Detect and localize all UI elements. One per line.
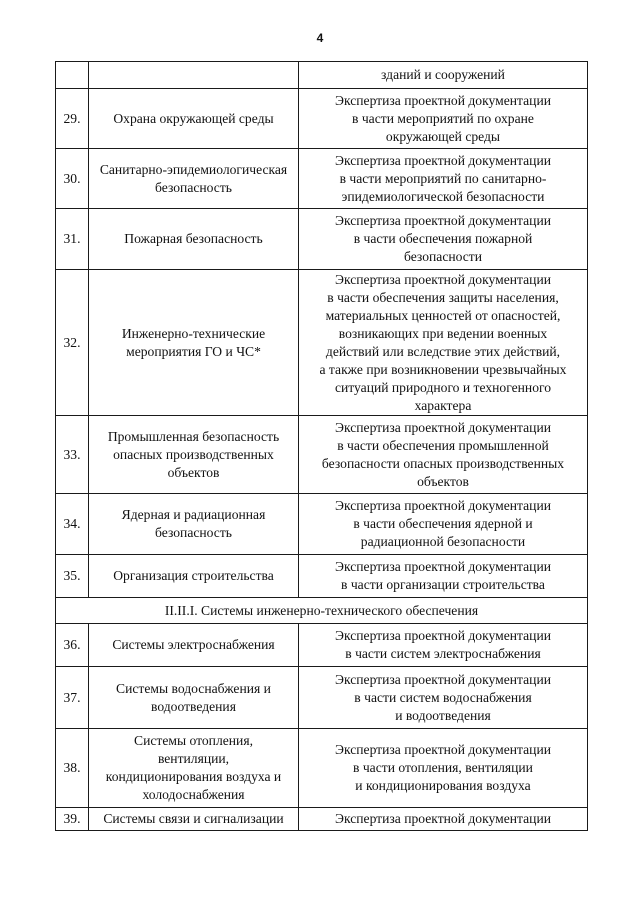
row-name: Инженерно-технические мероприятия ГО и ЧС*	[89, 270, 299, 416]
row-number: 33.	[56, 416, 89, 494]
row-number: 29.	[56, 89, 89, 149]
section-heading: II.II.I. Системы инженерно-технического обеспечения	[56, 598, 588, 624]
row-name: Системы связи и сигнализации	[89, 808, 299, 831]
row-number: 37.	[56, 667, 89, 729]
row-number: 32.	[56, 270, 89, 416]
row-description: зданий и сооружений	[299, 62, 588, 89]
table-row	[56, 624, 588, 667]
row-name: Системы отопления, вентиляции, кондиционирования воздуха и холодоснабжения	[89, 729, 299, 808]
row-description: Экспертиза проектной документации в части отопления, вентиляции и кондиционирования воздуха	[299, 729, 588, 808]
row-description: Экспертиза проектной документации в части обеспечения защиты населения, материальных ценностей от опасностей, возникающих при ведении военных действий или вследствие этих действий, а также при возникновении чрезвычайных ситуаций природного и техногенного характера	[299, 270, 588, 416]
row-name: Ядерная и радиационная безопасность	[89, 494, 299, 555]
table-row	[56, 555, 588, 598]
row-description: Экспертиза проектной документации в части мероприятий по санитарно- эпидемиологической безопасности	[299, 149, 588, 209]
table-row	[56, 209, 588, 270]
row-number: 36.	[56, 624, 89, 667]
row-number: 34.	[56, 494, 89, 555]
row-description: Экспертиза проектной документации в части обеспечения ядерной и радиационной безопасности	[299, 494, 588, 555]
row-description: Экспертиза проектной документации в части обеспечения пожарной безопасности	[299, 209, 588, 270]
row-description: Экспертиза проектной документации в части систем электроснабжения	[299, 624, 588, 667]
table-row	[56, 270, 588, 416]
row-name: Санитарно-эпидемиологическая безопасность	[89, 149, 299, 209]
row-number: 38.	[56, 729, 89, 808]
table-row-continuation	[56, 62, 588, 89]
table-row	[56, 667, 588, 729]
page-number: 4	[316, 31, 324, 45]
row-description: Экспертиза проектной документации в части организации строительства	[299, 555, 588, 598]
table-row	[56, 494, 588, 555]
row-number: 35.	[56, 555, 89, 598]
row-description: Экспертиза проектной документации в части мероприятий по охране окружающей среды	[299, 89, 588, 149]
row-name: Промышленная безопасность опасных производственных объектов	[89, 416, 299, 494]
row-description: Экспертиза проектной документации	[299, 808, 588, 831]
row-description: Экспертиза проектной документации в части систем водоснабжения и водоотведения	[299, 667, 588, 729]
table-row	[56, 729, 588, 808]
row-number: 31.	[56, 209, 89, 270]
row-name: Организация строительства	[89, 555, 299, 598]
row-name: Охрана окружающей среды	[89, 89, 299, 149]
row-name	[89, 62, 299, 89]
row-name: Пожарная безопасность	[89, 209, 299, 270]
section-heading-row	[56, 598, 588, 624]
row-number	[56, 62, 89, 89]
row-number: 30.	[56, 149, 89, 209]
row-number: 39.	[56, 808, 89, 831]
table-row	[56, 416, 588, 494]
table-row	[56, 89, 588, 149]
row-name: Системы водоснабжения и водоотведения	[89, 667, 299, 729]
row-description: Экспертиза проектной документации в части обеспечения промышленной безопасности опасных производственных объектов	[299, 416, 588, 494]
table-row	[56, 149, 588, 209]
row-name: Системы электроснабжения	[89, 624, 299, 667]
expertise-table	[55, 61, 588, 831]
table-row	[56, 808, 588, 831]
